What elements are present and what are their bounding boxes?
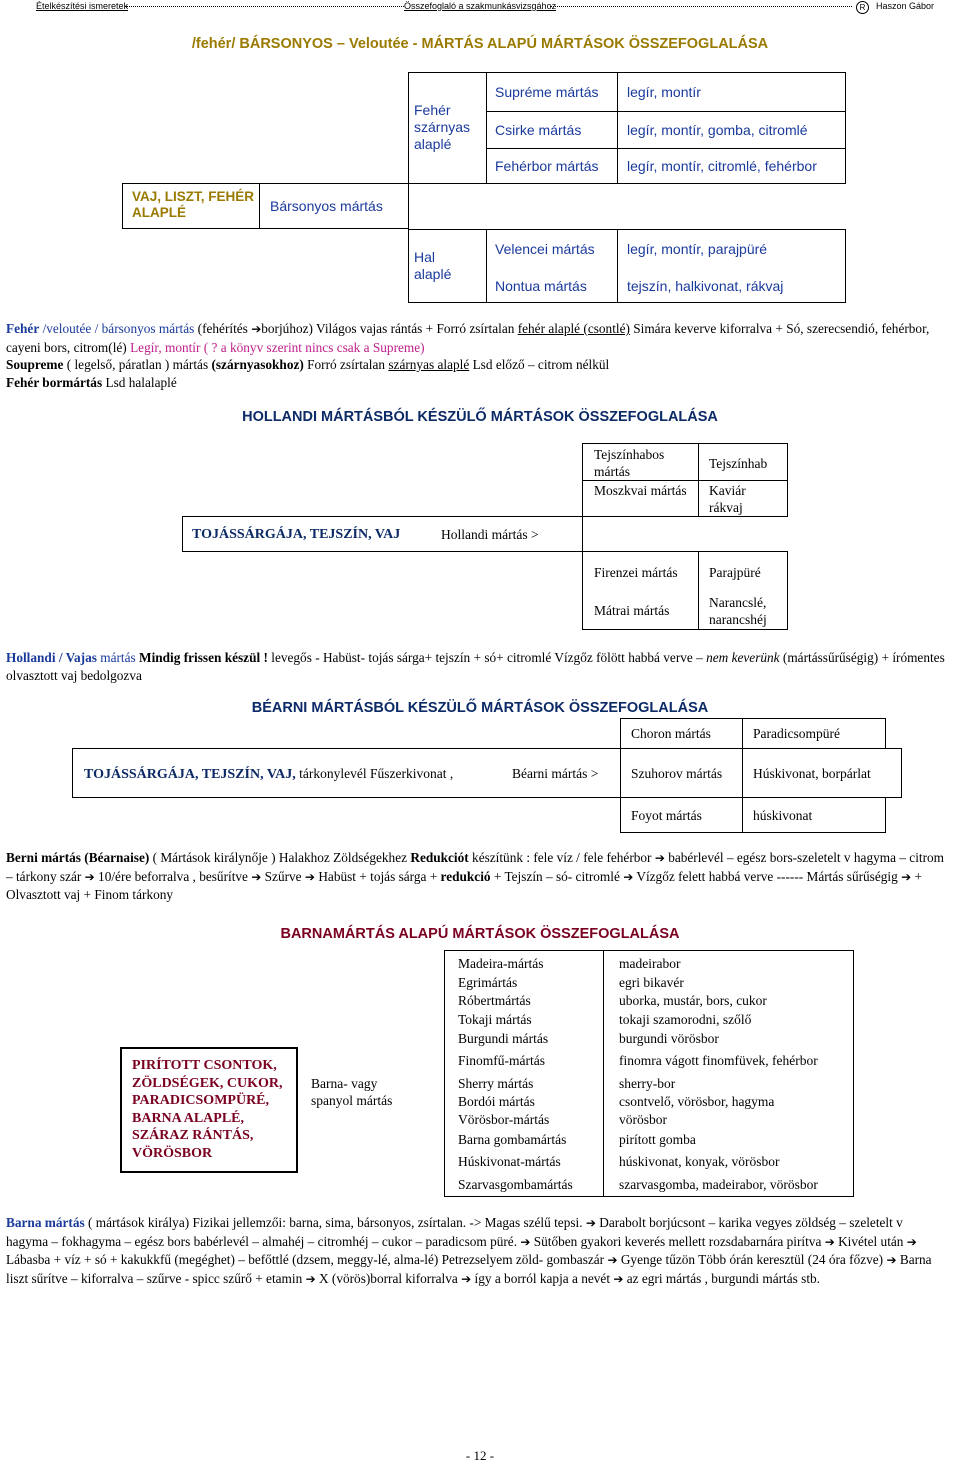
sec4-row-desc: burgundi vörösbor xyxy=(619,1031,719,1046)
text-fragment: 10/ére beforralva , besűrítve xyxy=(98,868,248,884)
section2-title: HOLLANDI MÁRTÁSBÓL KÉSZÜLŐ MÁRTÁSOK ÖSSZEFOGLALÁSA xyxy=(242,409,718,425)
text-fragment: készítünk : fele víz / fele fehérbor xyxy=(472,850,652,865)
sec4-row-name: Róbertmártás xyxy=(458,993,531,1008)
sec3-row-name: Foyot mártás xyxy=(631,808,702,823)
text-fragment: így a borról kapja a nevét xyxy=(474,1270,611,1286)
text-fragment: Berni mártás (Béarnaise) xyxy=(6,850,150,865)
text-fragment: nem keverünk xyxy=(706,650,780,665)
text-fragment: (szárnyasokhoz) xyxy=(211,357,304,372)
text-fragment: Szűrve xyxy=(264,868,302,884)
arrow-right-icon: ➔ xyxy=(901,869,912,884)
sec3-paragraph xyxy=(6,849,946,904)
sec2-row-desc: Narancslé, narancshéj xyxy=(709,595,767,627)
text-fragment: Gyenge tűzön Több órán keresztül (24 óra főzve) xyxy=(620,1252,884,1267)
sec4-paragraph xyxy=(6,1214,946,1288)
sec1-divider xyxy=(617,72,618,184)
sec4-row-desc: csontvelő, vörösbor, hagyma xyxy=(619,1094,775,1109)
sec4-row-name: Tokaji mártás xyxy=(458,1012,532,1027)
sec4-row-desc: finomra vágott finomfüvek, fehérbor xyxy=(619,1053,818,1068)
sec2-row-desc: Kaviár rákvaj xyxy=(709,483,746,515)
text-fragment: Vízgőz felett habbá verve ------ Mártás sűrűségig xyxy=(636,868,898,884)
text-fragment: Lsd halalaplé xyxy=(105,375,177,390)
sec3-row-desc: húskivonat xyxy=(753,808,813,823)
text-fragment: ( mártások királya) Fizikai jellemzői: barna, sima, bársonyos, zsírtalan. -> Magas szélű tepsi. xyxy=(88,1215,583,1230)
sec1-row-desc: legír, montír, citromlé, fehérbor xyxy=(627,158,817,174)
page-header xyxy=(0,0,960,14)
sec2-root: TOJÁSSÁRGÁJA, TEJSZÍN, VAJ xyxy=(192,527,401,542)
arrow-right-icon: ➔ xyxy=(886,1253,897,1267)
sec4-row-desc: uborka, mustár, bors, cukor xyxy=(619,993,767,1008)
text-fragment: Soupreme xyxy=(6,357,64,372)
sec3-root: TOJÁSSÁRGÁJA, TEJSZÍN, VAJ, xyxy=(84,767,296,782)
sec2-paragraph xyxy=(6,649,946,684)
arrow-right-icon: ➔ xyxy=(623,869,634,884)
text-fragment: X (vörös)borral kiforralva xyxy=(318,1270,458,1286)
sec1-root: VAJ, LISZT, FEHÉR ALAPLÉ xyxy=(132,189,255,220)
sec4-row-name: Vörösbor-mártás xyxy=(458,1112,550,1127)
section4-title: BARNAMÁRTÁS ALAPÚ MÁRTÁSOK ÖSSZEFOGLALÁSA xyxy=(280,926,680,942)
text-fragment: Barna liszt sűrítve – kiforralva – szűrve - spicc szűrő + etamin xyxy=(6,1252,932,1286)
sec1-divider xyxy=(617,229,618,303)
arrow-right-icon: ➔ xyxy=(654,851,665,865)
sec1-divider xyxy=(486,229,487,303)
sec1-paragraph xyxy=(6,320,946,356)
sec4-row-name: Egrimártás xyxy=(458,975,518,990)
sec4-row-desc: vörösbor xyxy=(619,1112,667,1127)
text-fragment: ( Mártások királynője ) Halakhoz Zöldségekhez xyxy=(152,850,408,865)
sec2-divider xyxy=(698,551,699,630)
text-fragment: Redukciót xyxy=(410,850,469,865)
text-fragment: Darabolt borjúcsont – karika vegyes zöldség – szeletelt v hagyma – fokhagyma – egész bors babérlevél – almahéj – citromhéj – cukor – paradicsom püré. xyxy=(6,1215,903,1249)
sec3-row-desc: Húskivonat, borpárlat xyxy=(753,766,871,781)
sec3-row-name: Szuhorov mártás xyxy=(631,766,723,781)
arrow-right-icon: ➔ xyxy=(304,869,315,884)
sec4-root: PIRÍTOTT CSONTOK, ZÖLDSÉGEK, CUKOR, PARADICSOMPÜRÉ, BARNA ALAPLÉ, SZÁRAZ RÁNTÁS, VÖRÖSBOR xyxy=(132,1058,283,1161)
sec1-divider xyxy=(486,148,846,149)
sec1-row-name: Csirke mártás xyxy=(495,122,582,138)
text-fragment: a könyv szerint nincs csak a Supreme) xyxy=(220,339,425,355)
sec4-row-name: Bordói mártás xyxy=(458,1094,535,1109)
sec1-divider xyxy=(486,111,846,112)
text-fragment: borjúhoz) Világos vajas rántás + Forró zsírtalan xyxy=(261,321,515,336)
text-fragment: Habüst + tojás sárga + xyxy=(318,868,438,884)
arrow-right-icon: ➔ xyxy=(585,1216,596,1230)
sec4-row-desc: szarvasgomba, madeirabor, vörösbor xyxy=(619,1177,818,1192)
text-fragment: az egri mártás , burgundi mártás stb. xyxy=(626,1270,820,1286)
arrow-right-icon: ➔ xyxy=(824,1234,835,1249)
sec4-row-desc: egri bikavér xyxy=(619,975,684,990)
text-fragment: (mártássűrűségig) + írómentes olvasztott vaj bedolgozva xyxy=(6,650,945,683)
sec1-branch2: Hal alaplé xyxy=(414,249,452,282)
sec3-root-extra: tárkonylevél Fűszerkivonat , xyxy=(299,766,454,781)
header-leader xyxy=(126,6,404,7)
sec2-row-desc: Parajpüré xyxy=(709,565,761,580)
arrow-right-icon: ➔ xyxy=(520,1234,531,1249)
sec1-row-name: Fehérbor mártás xyxy=(495,158,599,174)
sec4-row-desc: madeirabor xyxy=(619,956,681,971)
arrow-right-icon: ➔ xyxy=(613,1271,624,1286)
text-fragment: Forró zsírtalan xyxy=(307,357,386,372)
sec4-row-name: Finomfű-mártás xyxy=(458,1053,545,1068)
arrow-right-icon: ➔ xyxy=(305,1271,316,1286)
text-fragment: Fehér bormártás xyxy=(6,375,103,390)
sec2-row-name: Tejszínhabos mártás xyxy=(594,447,665,479)
sec4-divider xyxy=(603,950,604,1197)
text-fragment: redukció xyxy=(440,868,491,884)
text-fragment: Lábasba + víz + só + kakukkfű (megéghet) – befőttlé (dzsem, meggy-lé, alma-lé) Petrezselyem zöld- gombaszár xyxy=(6,1252,605,1267)
sec1-row-name: Velencei mártás xyxy=(495,241,595,257)
sec3-divider xyxy=(620,748,621,798)
header-middle: Összefoglaló a szakmunkásvizsgához xyxy=(404,1,557,11)
sec1-branch1: Fehér szárnyas alaplé xyxy=(414,102,471,152)
text-fragment: /veloutée / bársonyos mártás xyxy=(42,321,195,336)
sec3-mid: Béarni mártás > xyxy=(512,766,599,781)
text-fragment: levegős - Habüst- tojás sárga+ tejszín + só+ citromlé Vízgőz fölött habbá verve – xyxy=(271,650,703,665)
sec4-row-desc: sherry-bor xyxy=(619,1076,676,1091)
sec4-row-name: Szarvasgombamártás xyxy=(458,1177,573,1192)
arrow-right-icon: ➔ xyxy=(251,322,262,336)
sec1-paragraph-3 xyxy=(6,374,946,392)
sec4-row-name: Barna gombamártás xyxy=(458,1132,567,1147)
text-fragment: Fehér xyxy=(6,321,40,336)
sec1-row-name: Nontua mártás xyxy=(495,278,587,294)
sec4-row-desc: pirított gomba xyxy=(619,1132,696,1147)
arrow-right-icon: ➔ xyxy=(251,869,262,884)
page-number: - 12 - xyxy=(465,1448,495,1463)
text-fragment: Legír, montír ( ? xyxy=(130,339,218,355)
arrow-right-icon: ➔ xyxy=(461,1271,472,1286)
sec2-row-name: Moszkvai mártás xyxy=(594,483,687,498)
header-right: Haszon Gábor xyxy=(876,1,935,11)
text-fragment: ( legelső, páratlan ) mártás xyxy=(66,357,209,372)
text-fragment: + Olvasztott vaj + Finom tárkony xyxy=(6,868,922,902)
text-fragment: Lsd előző – citrom nélkül xyxy=(472,357,610,372)
arrow-right-icon: ➔ xyxy=(84,869,95,884)
sec1-row-name: Supréme mártás xyxy=(495,84,599,100)
sec1-row-desc: tejszín, halkivonat, rákvaj xyxy=(627,278,784,294)
registered-mark-icon: R xyxy=(856,1,869,14)
header-leader-2 xyxy=(550,6,852,7)
sec2-row-desc: Tejszínhab xyxy=(709,456,768,471)
sec4-row-desc: tokaji szamorodni, szőlő xyxy=(619,1012,752,1027)
sec3-row-name: Choron mártás xyxy=(631,726,711,741)
arrow-right-icon: ➔ xyxy=(906,1234,917,1249)
text-fragment: (fehérítés xyxy=(197,321,248,336)
arrow-right-icon: ➔ xyxy=(607,1253,618,1267)
text-fragment: fehér alaplé (csontlé) xyxy=(517,321,630,336)
sec3-divider xyxy=(742,718,743,749)
sec3-row-desc: Paradicsompüré xyxy=(753,726,840,741)
sec3-divider xyxy=(742,748,743,798)
sec4-row-name: Húskivonat-mártás xyxy=(458,1154,561,1169)
text-fragment: Hollandi / Vajas xyxy=(6,650,97,665)
text-fragment: Sütőben gyakori keverés mellett rozsdabarnára pirítva xyxy=(533,1233,822,1249)
sec3-divider xyxy=(742,797,743,833)
sec1-row-desc: legír, montír, gomba, citromlé xyxy=(627,122,808,138)
sec2-row-name: Firenzei mártás xyxy=(594,565,678,580)
sec2-row-name: Mátrai mártás xyxy=(594,603,670,618)
sec1-mid: Bársonyos mártás xyxy=(270,198,383,214)
text-fragment: Mindig frissen készül ! xyxy=(139,650,268,665)
sec4-row-name: Sherry mártás xyxy=(458,1076,534,1091)
header-left: Ételkészítési ismeretek xyxy=(36,1,129,11)
sec4-row-name: Madeira-mártás xyxy=(458,956,544,971)
sec4-row-desc: húskivonat, konyak, vörösbor xyxy=(619,1154,780,1169)
text-fragment: + Tejszín – só- citromlé xyxy=(493,868,620,884)
text-fragment: szárnyas alaplé xyxy=(388,357,470,372)
sec4-mid: Barna- vagy spanyol mártás xyxy=(311,1076,393,1108)
sec1-paragraph-2 xyxy=(6,356,946,374)
text-fragment: babérlevél – egész bors-szeletelt v hagyma – citrom – tárkony szár xyxy=(6,850,945,884)
sec2-mid: Hollandi mártás > xyxy=(441,527,539,542)
sec1-row-desc: legír, montír xyxy=(627,84,701,100)
sec2-divider xyxy=(582,480,788,481)
sec1-divider xyxy=(486,72,487,184)
text-fragment: mártás xyxy=(100,650,136,665)
text-fragment: Simára keverve kiforralva + Só, szerecsendió, fehérbor, cayeni bors, citrom(lé) xyxy=(6,321,930,355)
sec3-root-line xyxy=(84,765,453,783)
text-fragment: Barna mártás xyxy=(6,1215,85,1230)
section1-title: /fehér/ BÁRSONYOS – Veloutée - MÁRTÁS ALAPÚ MÁRTÁSOK ÖSSZEFOGLALÁSA xyxy=(191,36,769,52)
text-fragment: Kivétel után xyxy=(838,1233,904,1249)
sec1-row-desc: legír, montír, parajpüré xyxy=(627,241,768,257)
section3-title: BÉARNI MÁRTÁSBÓL KÉSZÜLŐ MÁRTÁSOK ÖSSZEFOGLALÁSA xyxy=(251,700,709,716)
sec4-row-name: Burgundi mártás xyxy=(458,1031,549,1046)
